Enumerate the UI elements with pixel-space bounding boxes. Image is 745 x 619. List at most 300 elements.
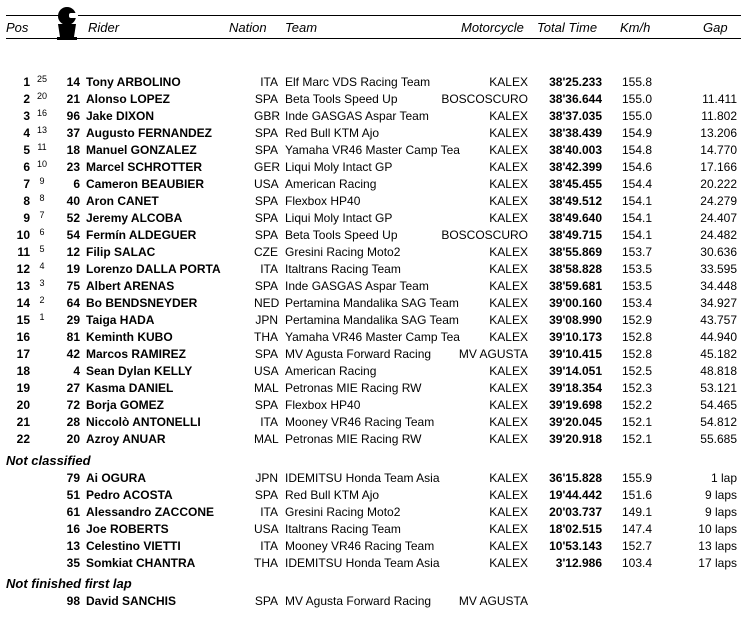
rider-name: Bo BENDSNEYDER — [86, 296, 198, 310]
nation: ITA — [260, 505, 278, 519]
nation: CZE — [254, 245, 278, 259]
nation: SPA — [254, 228, 278, 242]
motorcycle: KALEX — [489, 330, 528, 344]
bike-number: 28 — [66, 415, 80, 429]
motorcycle: MV AGUSTA — [458, 347, 528, 361]
motorcycle: KALEX — [489, 109, 528, 123]
rider-name: Filip SALAC — [86, 245, 156, 259]
team-name: Italtrans Racing Team — [285, 522, 401, 536]
motorcycle: MV AGUSTA — [458, 594, 528, 608]
team-name: American Racing — [285, 364, 377, 378]
rider-name: Niccolò ANTONELLI — [86, 415, 201, 429]
motorcycle: KALEX — [489, 75, 528, 89]
total-time: 38'49.512 — [549, 194, 602, 208]
speed-kmh: 152.3 — [621, 381, 652, 395]
table-row — [0, 142, 745, 159]
nation: ITA — [260, 262, 278, 276]
section-heading: Not finished first lap — [6, 576, 132, 591]
nation: SPA — [254, 279, 278, 293]
gap: 54.465 — [700, 398, 737, 412]
speed-kmh: 154.6 — [621, 160, 652, 174]
team-name: MV Agusta Forward Racing — [285, 594, 432, 608]
total-time: 38'25.233 — [549, 75, 602, 89]
team-name: Gresini Racing Moto2 — [285, 245, 401, 259]
position: 16 — [16, 330, 30, 344]
motorcycle: KALEX — [489, 296, 528, 310]
gap: 13.206 — [700, 126, 737, 140]
points: 13 — [36, 125, 47, 135]
nation: JPN — [255, 471, 278, 485]
gap: 34.927 — [700, 296, 737, 310]
table-row — [0, 261, 745, 278]
total-time: 38'36.644 — [549, 92, 602, 106]
table-row — [0, 504, 745, 521]
bike-number: 61 — [66, 505, 80, 519]
nation: SPA — [254, 143, 278, 157]
total-time: 38'40.003 — [549, 143, 602, 157]
points: 1 — [39, 312, 45, 322]
speed-kmh: 155.9 — [621, 471, 652, 485]
motorcycle: KALEX — [489, 160, 528, 174]
team-name: Petronas MIE Racing RW — [285, 432, 422, 446]
table-row — [0, 278, 745, 295]
speed-kmh: 153.5 — [621, 279, 652, 293]
nation: USA — [254, 522, 279, 536]
total-time: 39'10.173 — [549, 330, 602, 344]
gap: 17.166 — [700, 160, 737, 174]
header-kmh: Km/h — [620, 20, 651, 35]
position: 4 — [23, 126, 30, 140]
table-row — [0, 74, 745, 91]
motorcycle: KALEX — [489, 177, 528, 191]
gap: 54.812 — [700, 415, 737, 429]
speed-kmh: 155.8 — [621, 75, 652, 89]
bike-number: 12 — [66, 245, 80, 259]
gap: 55.685 — [700, 432, 737, 446]
position: 1 — [23, 75, 30, 89]
rider-name: Joe ROBERTS — [86, 522, 169, 536]
team-name: Red Bull KTM Ajo — [285, 488, 380, 502]
total-time: 39'19.698 — [549, 398, 602, 412]
header-pos: Pos — [6, 20, 29, 35]
gap: 1 lap — [710, 471, 737, 485]
total-time: 19'44.442 — [549, 488, 602, 502]
total-time: 38'59.681 — [549, 279, 602, 293]
bike-number: 51 — [66, 488, 80, 502]
team-name: Inde GASGAS Aspar Team — [285, 279, 429, 293]
results-header — [0, 0, 745, 44]
team-name: Beta Tools Speed Up — [285, 92, 398, 106]
gap: 48.818 — [700, 364, 737, 378]
team-name: IDEMITSU Honda Team Asia — [285, 471, 440, 485]
team-name: Petronas MIE Racing RW — [285, 381, 422, 395]
points: 3 — [39, 278, 45, 288]
position: 5 — [23, 143, 30, 157]
rider-name: Celestino VIETTI — [86, 539, 181, 553]
bike-number: 35 — [66, 556, 80, 570]
speed-kmh: 152.1 — [621, 415, 652, 429]
total-time: 10'53.143 — [549, 539, 602, 553]
position: 22 — [16, 432, 30, 446]
position: 2 — [23, 92, 30, 106]
table-row — [0, 380, 745, 397]
section-heading: Not classified — [6, 453, 91, 468]
gap: 33.595 — [700, 262, 737, 276]
speed-kmh: 154.1 — [621, 194, 652, 208]
nation: MAL — [254, 432, 279, 446]
team-name: Pertamina Mandalika SAG Team — [285, 313, 459, 327]
motorcycle: KALEX — [489, 505, 528, 519]
nation: MAL — [254, 381, 279, 395]
speed-kmh: 154.9 — [621, 126, 652, 140]
speed-kmh: 155.0 — [621, 109, 652, 123]
table-row — [0, 414, 745, 431]
motorcycle: KALEX — [489, 556, 528, 570]
position: 3 — [23, 109, 30, 123]
motorcycle: KALEX — [489, 211, 528, 225]
table-row — [0, 487, 745, 504]
table-row — [0, 244, 745, 261]
table-row — [0, 346, 745, 363]
points: 6 — [39, 227, 45, 237]
bike-number: 79 — [66, 471, 80, 485]
gap: 11.411 — [702, 92, 737, 106]
bike-number: 42 — [66, 347, 80, 361]
rider-name: Jeremy ALCOBA — [86, 211, 183, 225]
team-name: Italtrans Racing Team — [285, 262, 401, 276]
speed-kmh: 153.5 — [621, 262, 652, 276]
rider-name: Pedro ACOSTA — [86, 488, 173, 502]
motorcycle: KALEX — [489, 398, 528, 412]
speed-kmh: 154.4 — [621, 177, 652, 191]
rider-name: Cameron BEAUBIER — [86, 177, 205, 191]
table-row — [0, 193, 745, 210]
speed-kmh: 152.9 — [621, 313, 652, 327]
team-name: MV Agusta Forward Racing — [285, 347, 432, 361]
points: 9 — [39, 176, 45, 186]
table-row — [0, 227, 745, 244]
total-time: 38'49.640 — [549, 211, 602, 225]
points: 25 — [36, 74, 47, 84]
bike-number: 27 — [66, 381, 80, 395]
table-row — [0, 159, 745, 176]
rider-name: Keminth KUBO — [86, 330, 173, 344]
gap: 43.757 — [700, 313, 737, 327]
speed-kmh: 153.7 — [621, 245, 652, 259]
header-gap: Gap — [703, 20, 728, 35]
motorcycle: KALEX — [489, 279, 528, 293]
rider-name: Alonso LOPEZ — [86, 92, 170, 106]
rider-name: Ai OGURA — [86, 471, 146, 485]
team-name: Yamaha VR46 Master Camp Tea — [285, 143, 460, 157]
position: 6 — [23, 160, 30, 174]
bike-number: 75 — [66, 279, 80, 293]
motorcycle: KALEX — [489, 143, 528, 157]
table-row — [0, 329, 745, 346]
table-row — [0, 363, 745, 380]
nation: THA — [254, 330, 278, 344]
position: 9 — [23, 211, 30, 225]
rider-name: Manuel GONZALEZ — [86, 143, 197, 157]
gap: 53.121 — [700, 381, 737, 395]
table-row — [0, 176, 745, 193]
total-time: 38'38.439 — [549, 126, 602, 140]
table-row — [0, 312, 745, 329]
motorcycle: KALEX — [489, 432, 528, 446]
rider-name: Marcel SCHROTTER — [86, 160, 203, 174]
gap: 45.182 — [700, 347, 737, 361]
motorcycle: KALEX — [489, 539, 528, 553]
bike-number: 29 — [66, 313, 80, 327]
total-time: 3'12.986 — [555, 556, 602, 570]
nation: JPN — [255, 313, 278, 327]
bike-number: 98 — [66, 594, 80, 608]
rider-name: Augusto FERNANDEZ — [86, 126, 212, 140]
points: 5 — [39, 244, 45, 254]
speed-kmh: 154.1 — [621, 228, 652, 242]
total-time: 39'20.918 — [549, 432, 602, 446]
speed-kmh: 152.8 — [621, 330, 652, 344]
team-name: Pertamina Mandalika SAG Team — [285, 296, 459, 310]
team-name: Flexbox HP40 — [285, 398, 361, 412]
speed-kmh: 152.5 — [621, 364, 652, 378]
gap: 24.482 — [700, 228, 737, 242]
gap: 20.222 — [700, 177, 737, 191]
speed-kmh: 152.8 — [621, 347, 652, 361]
header-bottom-rule — [6, 38, 741, 39]
team-name: Yamaha VR46 Master Camp Tea — [285, 330, 460, 344]
position: 21 — [16, 415, 30, 429]
bike-number: 96 — [66, 109, 80, 123]
position: 20 — [16, 398, 30, 412]
nation: GBR — [254, 109, 281, 123]
total-time: 39'10.415 — [549, 347, 602, 361]
header-top-rule — [6, 15, 741, 16]
team-name: Red Bull KTM Ajo — [285, 126, 380, 140]
team-name: IDEMITSU Honda Team Asia — [285, 556, 440, 570]
gap: 24.407 — [700, 211, 737, 225]
bike-number: 20 — [66, 432, 80, 446]
nation: SPA — [254, 126, 278, 140]
nation: SPA — [254, 398, 278, 412]
gap: 9 laps — [704, 505, 737, 519]
team-name: Beta Tools Speed Up — [285, 228, 398, 242]
total-time: 39'00.160 — [549, 296, 602, 310]
gap: 30.636 — [700, 245, 737, 259]
rider-name: Somkiat CHANTRA — [86, 556, 196, 570]
team-name: Liqui Moly Intact GP — [285, 160, 393, 174]
total-time: 18'02.515 — [549, 522, 602, 536]
nation: SPA — [254, 488, 278, 502]
nation: USA — [254, 364, 279, 378]
motorcycle: KALEX — [489, 364, 528, 378]
team-name: Flexbox HP40 — [285, 194, 361, 208]
position: 19 — [16, 381, 30, 395]
bike-number: 64 — [66, 296, 80, 310]
position: 8 — [23, 194, 30, 208]
table-row — [0, 555, 745, 572]
speed-kmh: 147.4 — [621, 522, 652, 536]
rider-name: Azroy ANUAR — [86, 432, 166, 446]
bike-number: 16 — [66, 522, 80, 536]
gap: 14.770 — [700, 143, 737, 157]
motorcycle: KALEX — [489, 381, 528, 395]
bike-number: 19 — [66, 262, 80, 276]
speed-kmh: 152.1 — [621, 432, 652, 446]
motorcycle: KALEX — [489, 415, 528, 429]
rider-name: Lorenzo DALLA PORTA — [86, 262, 221, 276]
motorcycle: KALEX — [489, 126, 528, 140]
team-name: Inde GASGAS Aspar Team — [285, 109, 429, 123]
team-name: American Racing — [285, 177, 377, 191]
position: 18 — [16, 364, 30, 378]
nation: SPA — [254, 92, 278, 106]
bike-number: 23 — [66, 160, 80, 174]
position: 15 — [16, 313, 30, 327]
bike-number: 13 — [66, 539, 80, 553]
table-row — [0, 91, 745, 108]
speed-kmh: 149.1 — [621, 505, 652, 519]
total-time: 38'42.399 — [549, 160, 602, 174]
team-name: Liqui Moly Intact GP — [285, 211, 393, 225]
points: 7 — [39, 210, 45, 220]
motorcycle: KALEX — [489, 194, 528, 208]
rider-name: Tony ARBOLINO — [86, 75, 181, 89]
total-time: 38'58.828 — [549, 262, 602, 276]
total-time: 36'15.828 — [549, 471, 602, 485]
header-nation: Nation — [229, 20, 267, 35]
motorcycle: KALEX — [489, 262, 528, 276]
points: 20 — [36, 91, 47, 101]
gap: 13 laps — [698, 539, 737, 553]
speed-kmh: 153.4 — [621, 296, 652, 310]
bike-number: 14 — [66, 75, 80, 89]
table-row — [0, 470, 745, 487]
total-time: 38'49.715 — [549, 228, 602, 242]
bike-number: 81 — [66, 330, 80, 344]
header-team: Team — [285, 20, 318, 35]
points: 2 — [39, 295, 45, 305]
total-time: 20'03.737 — [549, 505, 602, 519]
rider-name: Marcos RAMIREZ — [86, 347, 187, 361]
speed-kmh: 154.8 — [621, 143, 652, 157]
rider-name: Alessandro ZACCONE — [86, 505, 215, 519]
position: 7 — [23, 177, 30, 191]
bike-number: 21 — [66, 92, 80, 106]
rider-name: Taiga HADA — [86, 313, 155, 327]
speed-kmh: 154.1 — [621, 211, 652, 225]
rider-name: Aron CANET — [86, 194, 159, 208]
header-rider: Rider — [88, 20, 120, 35]
gap: 10 laps — [698, 522, 737, 536]
gap: 9 laps — [704, 488, 737, 502]
motorcycle-rider-helmet-icon — [52, 6, 82, 40]
rider-name: David SANCHIS — [86, 594, 177, 608]
nation: SPA — [254, 194, 278, 208]
team-name: Gresini Racing Moto2 — [285, 505, 401, 519]
total-time: 38'37.035 — [549, 109, 602, 123]
points: 16 — [36, 108, 47, 118]
speed-kmh: 155.0 — [621, 92, 652, 106]
points: 4 — [39, 261, 45, 271]
total-time: 39'20.045 — [549, 415, 602, 429]
bike-number: 40 — [66, 194, 80, 208]
nation: NED — [254, 296, 280, 310]
nation: ITA — [260, 75, 278, 89]
nation: USA — [254, 177, 279, 191]
rider-name: Jake DIXON — [86, 109, 155, 123]
header-total-time: Total Time — [537, 20, 598, 35]
gap: 17 laps — [698, 556, 737, 570]
rider-name: Fermín ALDEGUER — [86, 228, 197, 242]
team-name: Mooney VR46 Racing Team — [285, 415, 435, 429]
table-row — [0, 125, 745, 142]
position: 14 — [16, 296, 30, 310]
total-time: 39'14.051 — [549, 364, 602, 378]
nation: ITA — [260, 415, 278, 429]
position: 17 — [16, 347, 30, 361]
rider-name: Sean Dylan KELLY — [86, 364, 193, 378]
motorcycle: KALEX — [489, 488, 528, 502]
nation: SPA — [254, 347, 278, 361]
motorcycle: BOSCOSCURO — [441, 228, 528, 242]
bike-number: 52 — [66, 211, 80, 225]
table-row — [0, 210, 745, 227]
total-time: 39'08.990 — [549, 313, 602, 327]
rider-name: Borja GOMEZ — [86, 398, 165, 412]
table-row — [0, 108, 745, 125]
bike-number: 54 — [66, 228, 80, 242]
rider-name: Albert ARENAS — [86, 279, 175, 293]
table-row — [0, 295, 745, 312]
motorcycle: KALEX — [489, 471, 528, 485]
motorcycle: KALEX — [489, 522, 528, 536]
points: 11 — [37, 142, 47, 152]
motorcycle: BOSCOSCURO — [441, 92, 528, 106]
points: 10 — [36, 159, 47, 169]
total-time: 38'55.869 — [549, 245, 602, 259]
table-row — [0, 593, 745, 610]
speed-kmh: 103.4 — [621, 556, 652, 570]
rider-name: Kasma DANIEL — [86, 381, 174, 395]
motorcycle: KALEX — [489, 313, 528, 327]
gap: 11.802 — [701, 109, 737, 123]
nation: SPA — [254, 594, 278, 608]
position: 12 — [16, 262, 30, 276]
position: 11 — [17, 245, 30, 259]
speed-kmh: 151.6 — [621, 488, 652, 502]
position: 13 — [16, 279, 30, 293]
position: 10 — [16, 228, 30, 242]
bike-number: 37 — [66, 126, 80, 140]
nation: SPA — [254, 211, 278, 225]
table-row — [0, 397, 745, 414]
table-row — [0, 538, 745, 555]
bike-number: 72 — [66, 398, 80, 412]
gap: 34.448 — [700, 279, 737, 293]
motorcycle: KALEX — [489, 245, 528, 259]
nation: THA — [254, 556, 278, 570]
speed-kmh: 152.2 — [621, 398, 652, 412]
gap: 24.279 — [700, 194, 737, 208]
bike-number: 4 — [73, 364, 80, 378]
total-time: 38'45.455 — [549, 177, 602, 191]
nation: GER — [254, 160, 281, 174]
nation: ITA — [260, 539, 278, 553]
points: 8 — [39, 193, 45, 203]
gap: 44.940 — [700, 330, 737, 344]
table-row — [0, 431, 745, 448]
